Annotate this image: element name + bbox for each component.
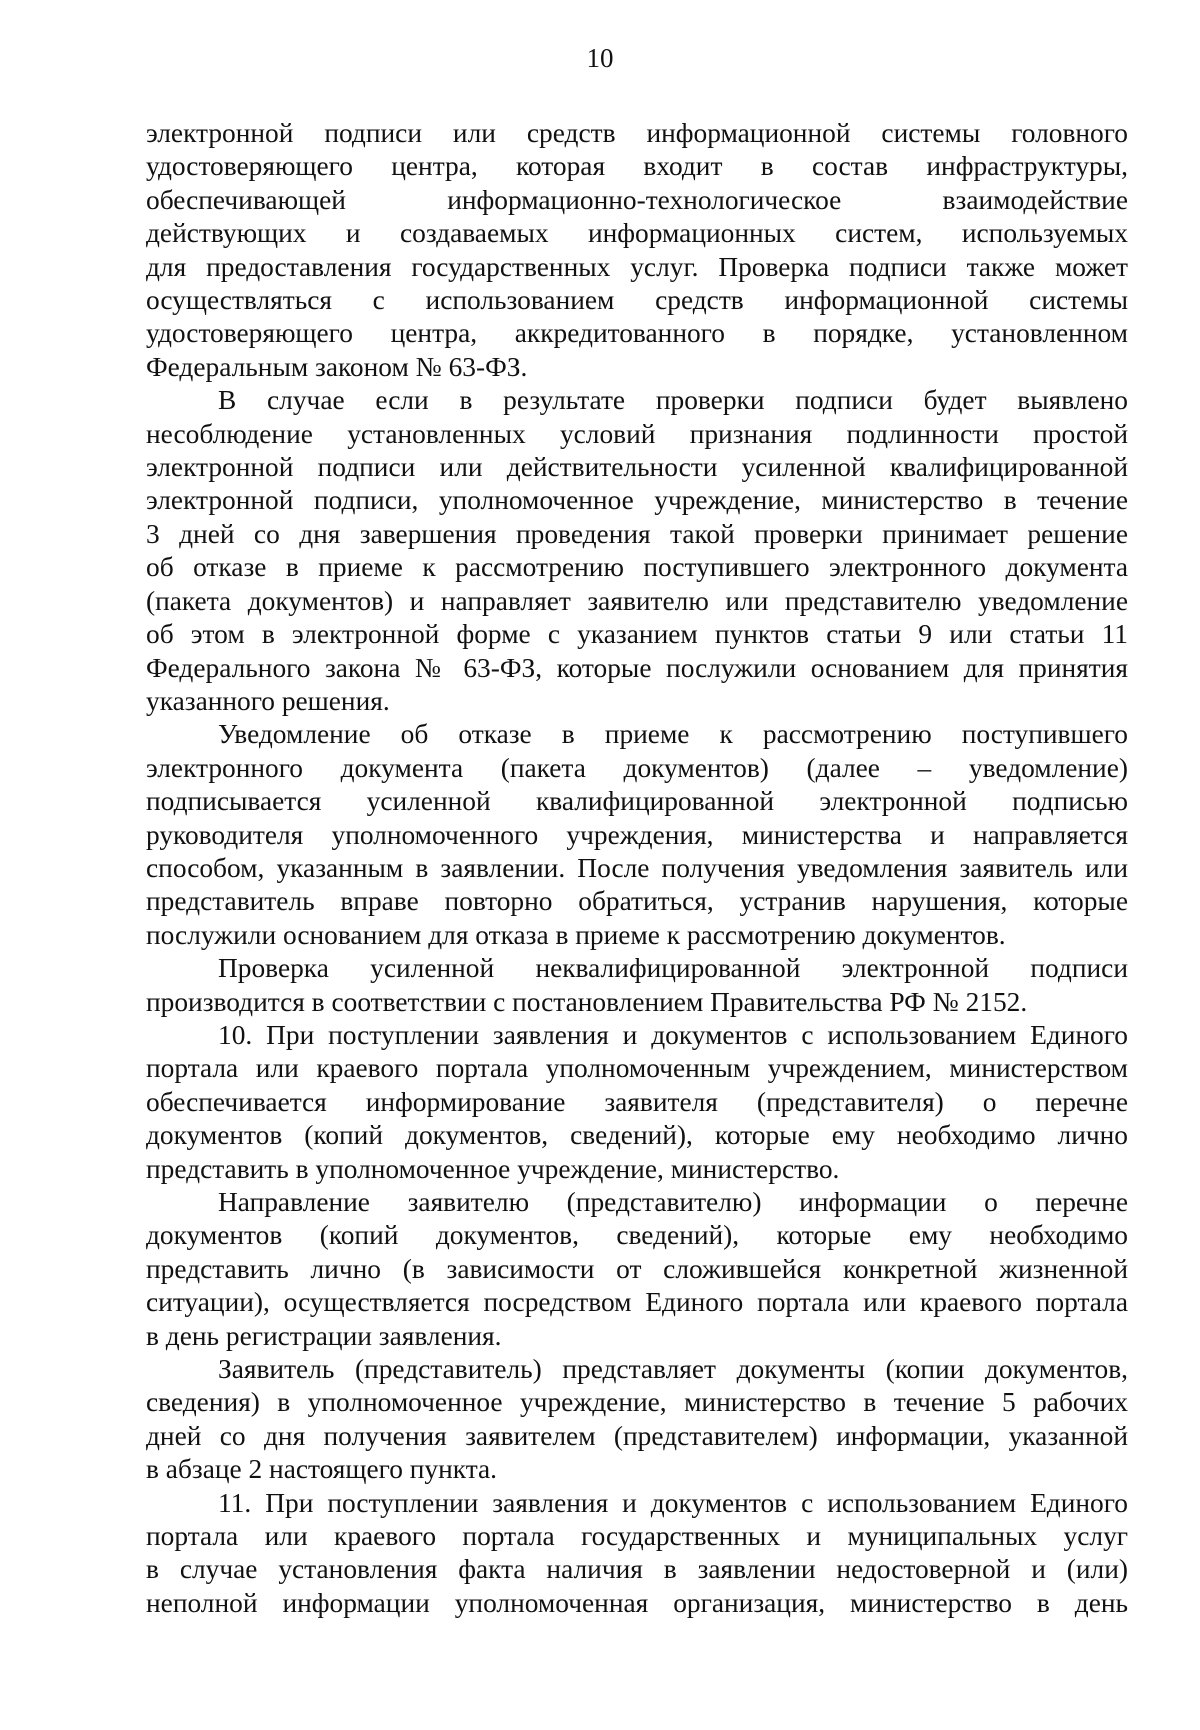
text-line: удостоверяющего центра, аккредитованного в порядке, установленном bbox=[146, 318, 1128, 349]
text-line: неполной информации уполномоченная организация, министерство в день bbox=[146, 1587, 1128, 1618]
text-line: Заявитель (представитель) представляет документы (копии документов, bbox=[218, 1354, 1128, 1385]
text-line: электронной подписи или средств информационной системы головного bbox=[146, 118, 1128, 148]
text-line: представить лично (в зависимости от сложившейся конкретной жизненной bbox=[146, 1253, 1128, 1284]
text-line: Уведомление об отказе в приеме к рассмотрению поступившего bbox=[218, 719, 1128, 750]
text-line: Федерального закона № 63-ФЗ, которые послужили основанием для принятия bbox=[146, 652, 1128, 683]
page-number: 10 bbox=[586, 43, 614, 73]
text-line: электронного документа (пакета документов) (далее – уведомление) bbox=[146, 752, 1128, 783]
text-line: обеспечивается информирование заявителя (представителя) о перечне bbox=[146, 1086, 1128, 1117]
text-line: (пакета документов) и направляет заявителю или представителю уведомление bbox=[146, 585, 1128, 616]
text-line: обеспечивающей информационно-технологическое взаимодействие bbox=[146, 184, 1128, 215]
text-line: несоблюдение установленных условий признания подлинности простой bbox=[146, 418, 1128, 449]
text-line: Проверка усиленной неквалифицированной электронной подписи bbox=[218, 953, 1128, 984]
text-line: производится в соответствии с постановлением Правительства РФ № 2152. bbox=[146, 986, 1028, 1017]
text-line: подписывается усиленной квалифицированной электронной подписью bbox=[146, 786, 1128, 817]
text-line: Федеральным законом № 63-ФЗ. bbox=[146, 351, 528, 382]
text-line: 3 дней со дня завершения проведения такой проверки принимает решение bbox=[146, 518, 1128, 549]
text-line: ситуации), осуществляется посредством Единого портала или краевого портала bbox=[146, 1287, 1128, 1318]
text-line: портала или краевого портала государственных и муниципальных услуг bbox=[146, 1521, 1128, 1552]
text-line: об отказе в приеме к рассмотрению поступившего электронного документа bbox=[146, 552, 1128, 583]
text-line: дней со дня получения заявителем (представителем) информации, указанной bbox=[146, 1420, 1128, 1451]
text-line: руководителя уполномоченного учреждения, министерства и направляется bbox=[146, 819, 1128, 850]
text-line: осуществляться с использованием средств информационной системы bbox=[146, 285, 1128, 316]
document-body bbox=[146, 117, 1128, 1620]
text-line: об этом в электронной форме с указанием пунктов статьи 9 или статьи 11 bbox=[146, 619, 1128, 650]
text-line: указанного решения. bbox=[146, 685, 390, 716]
text-line: В случае если в результате проверки подписи будет выявлено bbox=[218, 385, 1128, 416]
text-line: в абзаце 2 настоящего пункта. bbox=[146, 1454, 498, 1485]
text-line: сведения) в уполномоченное учреждение, министерство в течение 5 рабочих bbox=[146, 1387, 1128, 1418]
text-line: послужили основанием для отказа в приеме к рассмотрению документов. bbox=[146, 919, 1006, 950]
text-line: представитель вправе повторно обратиться, устранив нарушения, которые bbox=[146, 886, 1128, 917]
text-line: 11. При поступлении заявления и документов с использованием Единого bbox=[218, 1487, 1128, 1518]
text-line: портала или краевого портала уполномоченным учреждением, министерством bbox=[146, 1053, 1128, 1084]
text-line: представить в уполномоченное учреждение, министерство. bbox=[146, 1153, 840, 1184]
text-line: документов (копий документов, сведений), которые ему необходимо лично bbox=[146, 1120, 1128, 1151]
text-line: в день регистрации заявления. bbox=[146, 1320, 502, 1351]
text-line: 10. При поступлении заявления и документов с использованием Единого bbox=[218, 1019, 1128, 1050]
text-line: в случае установления факта наличия в заявлении недостоверной и (или) bbox=[146, 1554, 1128, 1585]
text-line: для предоставления государственных услуг. Проверка подписи также может bbox=[146, 251, 1128, 282]
text-line: действующих и создаваемых информационных систем, используемых bbox=[146, 218, 1128, 249]
text-line: способом, указанным в заявлении. После получения уведомления заявитель или bbox=[146, 852, 1128, 883]
text-line: электронной подписи, уполномоченное учреждение, министерство в течение bbox=[146, 485, 1128, 516]
text-line: удостоверяющего центра, которая входит в состав инфраструктуры, bbox=[146, 151, 1128, 182]
text-line: Направление заявителю (представителю) информации о перечне bbox=[218, 1187, 1128, 1217]
text-line: документов (копий документов, сведений), которые ему необходимо bbox=[146, 1220, 1128, 1251]
text-line: электронной подписи или действительности усиленной квалифицированной bbox=[146, 452, 1128, 483]
